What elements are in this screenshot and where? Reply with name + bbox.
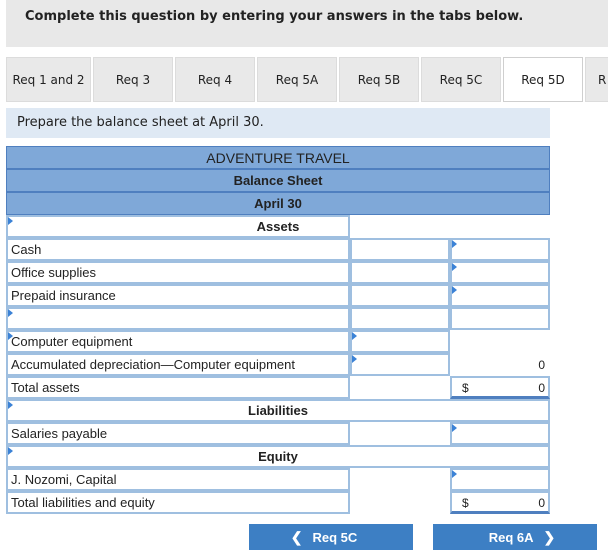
flag-icon [452, 263, 457, 271]
salaries-payable-mid [350, 422, 450, 445]
blank-right [450, 215, 550, 238]
next-req-label: Req 6A [488, 529, 534, 545]
flag-icon [452, 240, 457, 248]
equity-row[interactable] [6, 445, 550, 468]
flag-icon [8, 217, 13, 225]
computer-equipment-total-empty [450, 330, 550, 353]
office-supplies-amount-input[interactable] [350, 261, 450, 284]
total-le-currency: $ [462, 496, 469, 510]
tab-req-4[interactable]: Req 4 [175, 57, 255, 102]
blank-asset-total-input[interactable] [450, 307, 550, 330]
total-assets-label[interactable]: Total assets [6, 376, 350, 399]
statement-date: April 30 [6, 192, 550, 215]
tab-req-5a[interactable]: Req 5A [257, 57, 337, 102]
blank-asset-label-input[interactable] [6, 307, 350, 330]
req-tabs [6, 57, 608, 102]
total-le-cell [450, 491, 550, 514]
flag-icon [452, 286, 457, 294]
chevron-right-icon: ❯ [543, 528, 556, 545]
office-supplies-label[interactable]: Office supplies [6, 261, 350, 284]
assets-heading: Assets [256, 219, 300, 234]
computer-equipment-label[interactable]: Computer equipment [6, 330, 350, 353]
tab-req-5c[interactable]: Req 5C [421, 57, 501, 102]
instruction-bar [6, 0, 608, 47]
flag-icon [352, 332, 357, 340]
flag-icon [8, 332, 13, 340]
prepaid-insurance-label[interactable]: Prepaid insurance [6, 284, 350, 307]
total-assets-cell [450, 376, 550, 399]
instruction-text: Complete this question by entering your answers in the tabs below. [25, 9, 524, 24]
tab-req-3[interactable]: Req 3 [93, 57, 173, 102]
capital-label[interactable]: J. Nozomi, Capital [6, 468, 350, 491]
tab-req-1-and-2[interactable]: Req 1 and 2 [6, 57, 91, 102]
total-assets-mid [350, 376, 450, 399]
office-supplies-total-input[interactable] [450, 261, 550, 284]
statement-title: Balance Sheet [6, 169, 550, 192]
capital-input[interactable] [450, 468, 550, 491]
blank-label-row[interactable] [6, 215, 350, 238]
flag-icon [452, 424, 457, 432]
blank-mid [350, 215, 450, 238]
prepaid-insurance-total-input[interactable] [450, 284, 550, 307]
flag-icon [8, 309, 13, 317]
capital-mid [350, 468, 450, 491]
prev-req-label: Req 5C [312, 529, 358, 545]
flag-icon [352, 355, 357, 363]
total-le-label[interactable]: Total liabilities and equity [6, 491, 350, 514]
tab-next-cut[interactable]: R [585, 57, 608, 102]
tab-req-5b[interactable]: Req 5B [339, 57, 419, 102]
chevron-left-icon: ❮ [290, 528, 303, 545]
salaries-payable-label[interactable]: Salaries payable [6, 422, 350, 445]
flag-icon [452, 470, 457, 478]
computer-equipment-amount-input[interactable] [350, 330, 450, 353]
cash-amount-input[interactable] [350, 238, 450, 261]
accum-dep-label[interactable]: Accumulated depreciation—Computer equipment [6, 353, 350, 376]
salaries-payable-input[interactable] [450, 422, 550, 445]
flag-icon [8, 447, 13, 455]
cash-total-input[interactable] [450, 238, 550, 261]
prompt-bar [6, 108, 550, 138]
company-name: ADVENTURE TRAVEL [6, 146, 550, 169]
liabilities-heading: Liabilities [248, 403, 308, 418]
next-req-button[interactable] [433, 524, 597, 550]
accum-dep-amount-input[interactable] [350, 353, 450, 376]
total-le-mid [350, 491, 450, 514]
blank-asset-amount-input[interactable] [350, 307, 450, 330]
tab-req-5d[interactable]: Req 5D [503, 57, 583, 102]
prev-req-button[interactable] [249, 524, 413, 550]
equity-heading: Equity [258, 449, 298, 464]
total-assets-currency: $ [462, 381, 469, 395]
prepaid-insurance-amount-input[interactable] [350, 284, 450, 307]
liabilities-row[interactable] [6, 399, 550, 422]
prompt-text: Prepare the balance sheet at April 30. [17, 115, 264, 130]
total-le-value: 0 [538, 496, 545, 510]
total-assets-value: 0 [538, 381, 545, 395]
accum-dep-net-value: 0 [538, 357, 545, 372]
flag-icon [8, 401, 13, 409]
cash-label[interactable]: Cash [6, 238, 350, 261]
